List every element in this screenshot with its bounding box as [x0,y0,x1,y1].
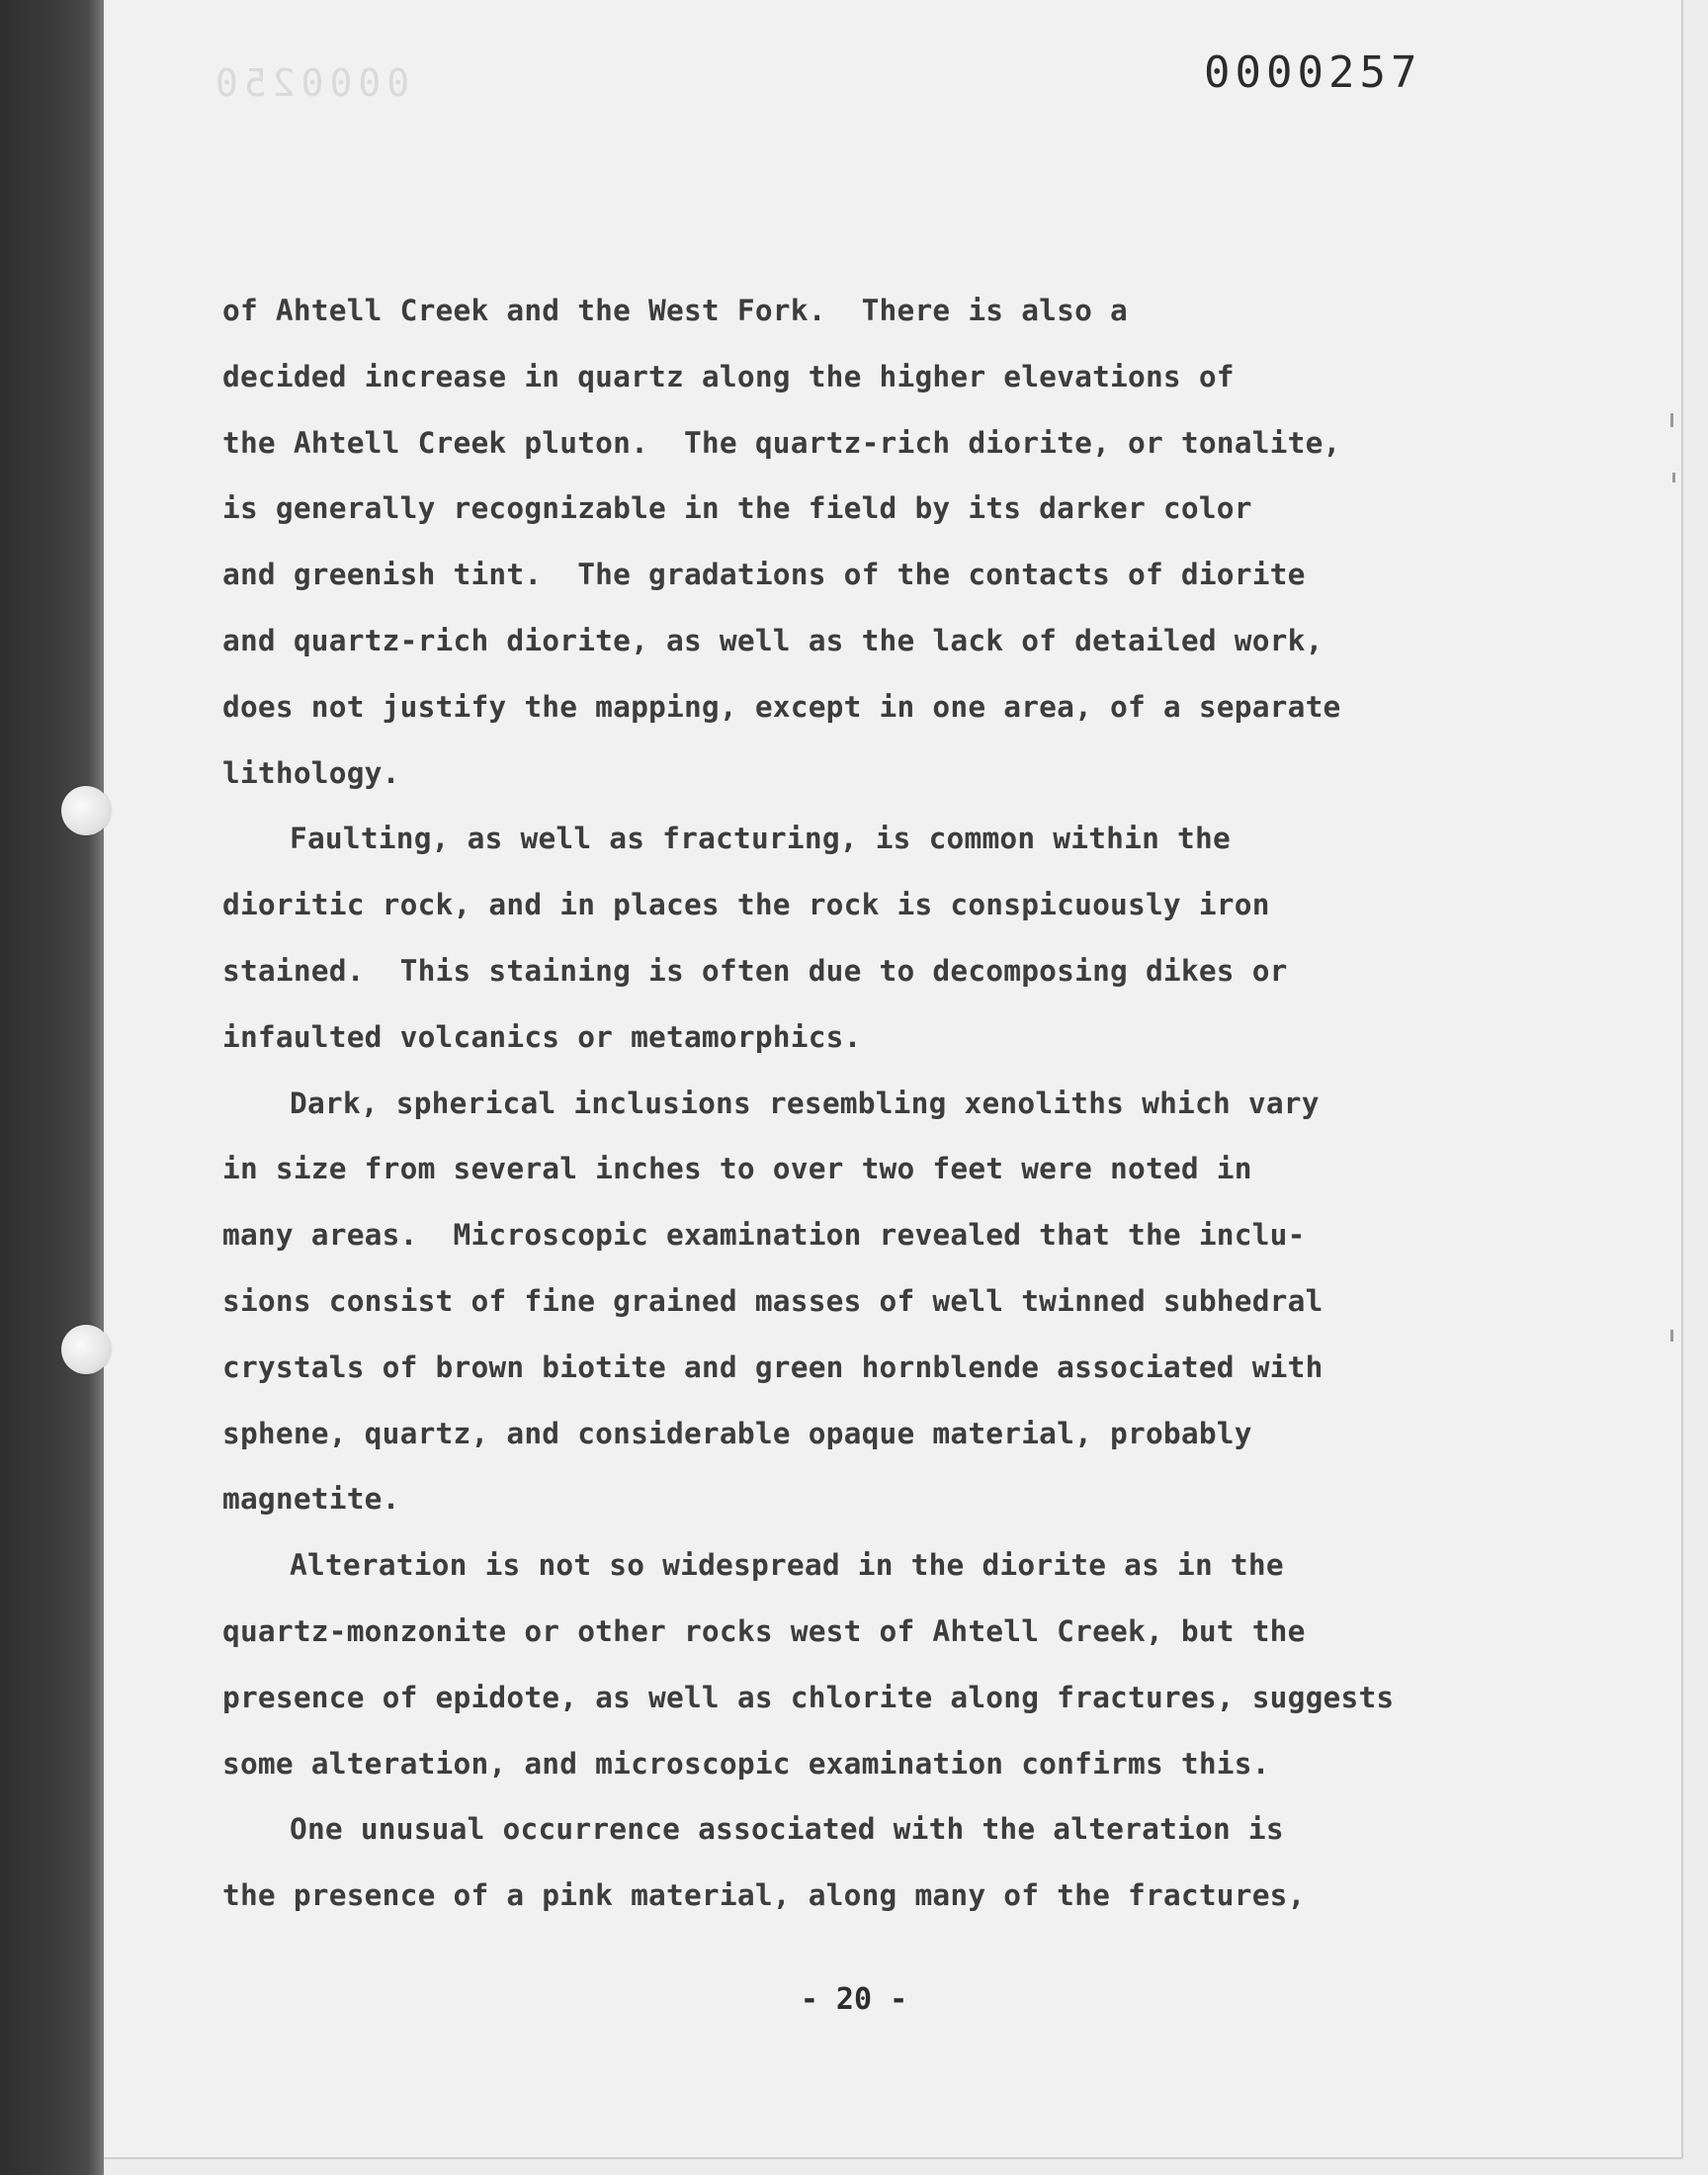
text-line: does not justify the mapping, except in one area, of a separate [222,689,1341,724]
body-text [222,292,1606,1943]
text-line: One unusual occurrence associated with the alteration is [290,1812,1284,1847]
text-line: sphene, quartz, and considerable opaque material, probably [222,1416,1252,1450]
text-line: Faulting, as well as fracturing, is common within the [290,822,1231,856]
text-line: lithology. [222,755,400,790]
text-line: infaulted volcanics or metamorphics. [222,1019,862,1054]
text-line: presence of epidote, as well as chlorite along fractures, suggests [222,1680,1395,1714]
text-line: magnetite. [222,1482,400,1517]
text-line: is generally recognizable in the field by its darker color [222,491,1252,526]
text-line: many areas. Microscopic examination revealed that the inclu- [222,1218,1306,1253]
document-number: 0000257 [1204,47,1422,98]
page-number: - 20 - [800,1982,908,2017]
text-line: and greenish tint. The gradations of the contacts of diorite [222,558,1306,592]
text-line: sions consist of fine grained masses of well twinned subhedral [222,1283,1324,1318]
text-line: some alteration, and microscopic examination confirms this. [222,1746,1270,1781]
text-line: of Ahtell Creek and the West Fork. There is also a [222,294,1128,327]
punch-hole [61,1325,111,1374]
punch-hole [61,786,111,835]
edge-mark [1670,1330,1673,1342]
text-line: dioritic rock, and in places the rock is conspicuously iron [222,888,1270,922]
text-line: in size from several inches to over two feet were noted in [222,1152,1252,1186]
text-line: Alteration is not so widespread in the diorite as in the [290,1548,1284,1583]
edge-mark [1672,473,1675,482]
text-line: decided increase in quartz along the higher elevations of [222,359,1235,393]
text-line: crystals of brown biotite and green hornblende associated with [222,1349,1324,1384]
text-line: the presence of a pink material, along many of the fractures, [222,1878,1306,1913]
text-line: Dark, spherical inclusions resembling xenoliths which vary [290,1086,1320,1120]
binding-strip [0,0,104,2175]
text-line: and quartz-rich diorite, as well as the lack of detailed work, [222,623,1324,657]
edge-mark [1670,413,1673,427]
text-line: stained. This staining is often due to decomposing dikes or [222,953,1288,988]
text-line: quartz-monzonite or other rocks west of Ahtell Creek, but the [222,1613,1306,1648]
bleed-through-number: 0000250 [210,61,410,105]
text-line: the Ahtell Creek pluton. The quartz-rich diorite, or tonalite, [222,425,1341,460]
